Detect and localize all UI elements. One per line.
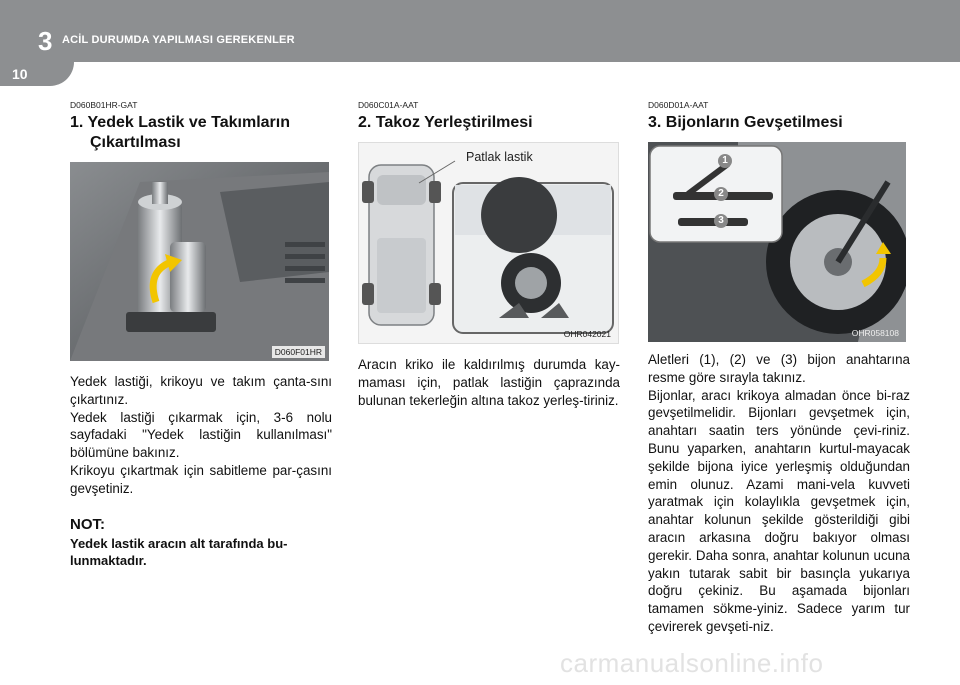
chock-figure <box>358 142 619 344</box>
section-chocking <box>358 100 620 409</box>
wrench-figure <box>648 142 906 342</box>
figure-code: OHR058108 <box>851 328 899 338</box>
watermark: carmanualsonline.info <box>560 648 824 678</box>
section-body: Aletleri (1), (2) ve (3) bijon anahtarına resme göre sırayla takınız. Bijonlar, aracı krikoya almadan önce bi-raz gevşetilmelidir. Bijonları gevşetmek için, anahtarı saatin ters yönünde çevi-riniz. Bunu yaparken, anahtarın kurtul-mayacak şekilde bijona iyice yerleşmiş olduğundan emin olunuz. Azami mani-vela kuvveti yaratmak için kolaylıkla gevşetmek için, anahtar kolunun şekilde gösterildiği gibi aracın arkasına doğru bakıyor olması gerekir. Daha sonra, anahtar kolunun ucuna yakın tutarak sabit bir basınçla yukarıya doğru çekiniz. Bu aşamada bijonları tamamen sökme-yiniz. Sadece yarım tur çevirerek gevşeti-niz. <box>648 352 910 634</box>
figure-code: D060F01HR <box>272 346 325 358</box>
chock-illustration <box>359 143 618 343</box>
callout-3: 3 <box>714 214 728 228</box>
section-code: D060C01A-AAT <box>358 100 419 110</box>
jack-illustration <box>70 162 329 361</box>
callout-2: 2 <box>714 187 728 201</box>
section-title: 2. Takoz Yerleştirilmesi <box>358 114 533 131</box>
callout-1: 1 <box>718 154 732 168</box>
section-code: D060D01A-AAT <box>648 100 709 110</box>
chapter-header-bar <box>0 0 960 62</box>
chapter-title: ACİL DURUMDA YAPILMASI GEREKENLER <box>62 34 295 46</box>
wrench-illustration <box>648 142 906 342</box>
chapter-number: 3 <box>38 26 53 56</box>
section-body: Yedek lastiği, krikoyu ve takım çanta-sını çıkartınız. Yedek lastiği çıkarmak için, 3-6 nolu sayfadaki "Yedek lastiğin kullanılması" bölümüne bakınız. Krikoyu çıkartmak için sabitleme par-çasını gevşetiniz. <box>70 374 332 496</box>
flat-tire-label: Patlak lastik <box>466 150 533 164</box>
section-loosening-nuts <box>648 100 910 636</box>
jack-figure <box>70 162 329 361</box>
section-title-line2: Çıkartılması <box>90 134 181 151</box>
section-code: D060B01HR-GAT <box>70 100 138 110</box>
section-title: 3. Bijonların Gevşetilmesi <box>648 114 843 131</box>
section-title-line1: 1. Yedek Lastik ve Takımların <box>70 114 290 131</box>
note-title: NOT: <box>70 515 105 533</box>
section-spare-tire <box>70 100 332 570</box>
section-title <box>70 113 332 153</box>
note-text: Yedek lastik aracın alt tarafında bu-lunmaktadır. <box>70 535 288 569</box>
page-number: 10 <box>12 66 28 82</box>
figure-code: OHR042021 <box>563 329 611 339</box>
section-body: Aracın kriko ile kaldırılmış durumda kay-maması için, patlak lastiğin çaprazında bulunan tekerleğin altına takoz yerleş-tiriniz. <box>358 357 620 408</box>
